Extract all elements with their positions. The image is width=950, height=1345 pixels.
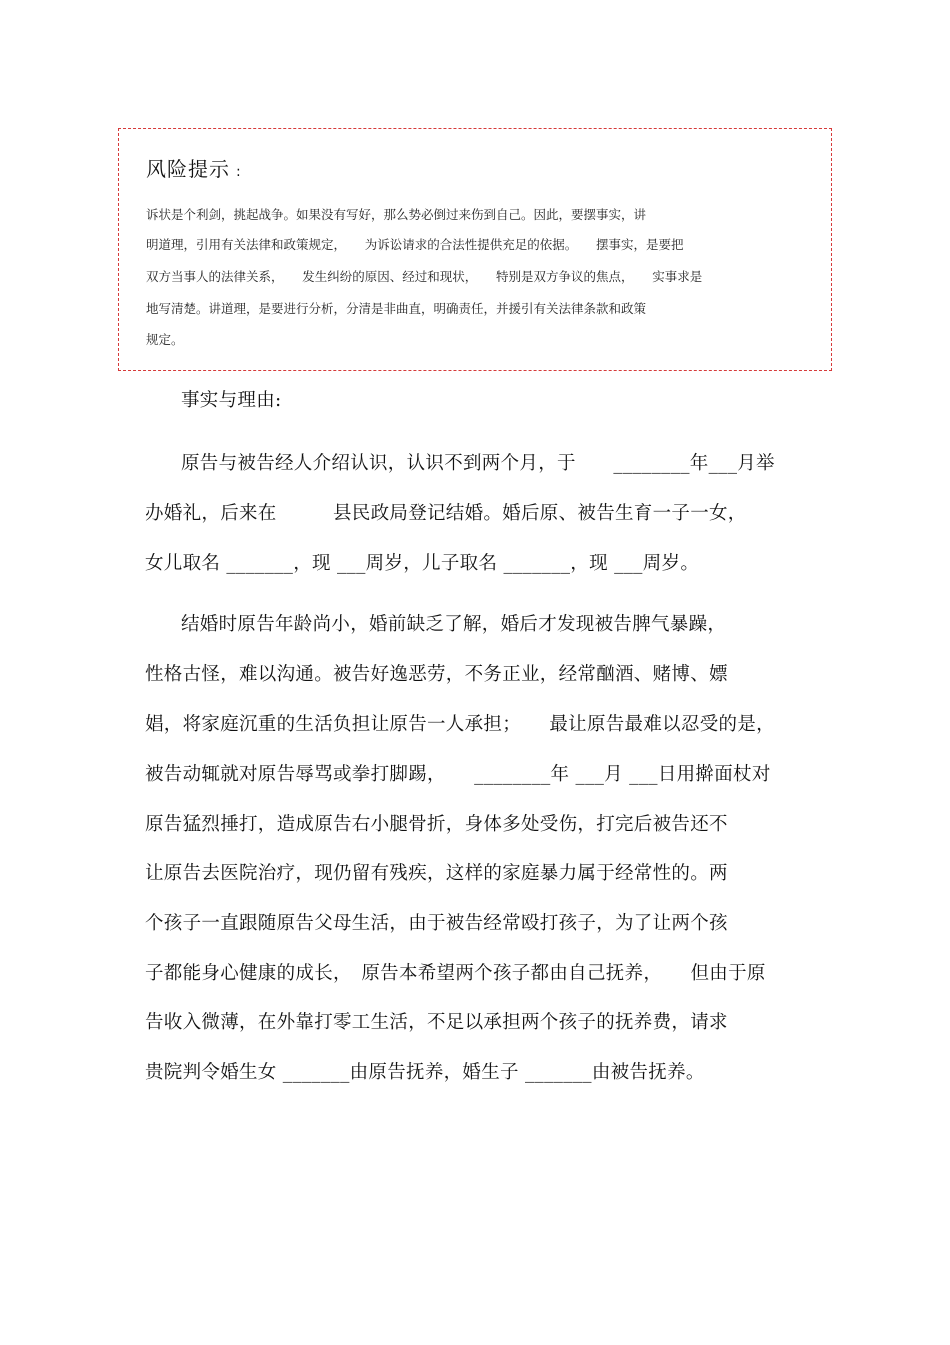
risk-line: 诉状是个利剑，挑起战争。如果没有写好，那么势必倒过来伤到自己。因此，要摆事实，讲 [146, 207, 647, 222]
risk-notice-box [118, 128, 832, 371]
paragraph-line: 贵院判令婚生女 _______由原告抚养，婚生子 _______由被告抚养。 [145, 1062, 705, 1083]
risk-line: 双方当事人的法律关系， 发生纠纷的原因、经过和现状， 特别是双方争议的焦点， 实事求是 [146, 269, 703, 284]
risk-title-colon: : [236, 164, 242, 180]
risk-line: 明道理，引用有关法律和政策规定， 为诉讼请求的合法性提供充足的依据。 摆事实，是要把 [146, 237, 684, 252]
paragraph-line: 原告猛烈捶打，造成原告右小腿骨折，身体多处受伤，打完后被告还不 [145, 814, 728, 835]
paragraph-line: 女儿取名 _______，现 ___周岁，儿子取名 _______，现 ___周岁。 [145, 553, 700, 574]
risk-line: 规定。 [146, 332, 184, 347]
paragraph-line: 办婚礼，后来在 县民政局登记结婚。婚后原、被告生育一子一女， [145, 503, 747, 524]
paragraph-line: 性格古怪，难以沟通。被告好逸恶劳，不务正业，经常酗酒、赌博、嫖 [145, 664, 728, 685]
paragraph-line: 被告动辄就对原告辱骂或拳打脚踢， ________年 ___月 ___日用擀面杖对 [145, 764, 771, 785]
paragraph-line: 娼，将家庭沉重的生活负担让原告一人承担； 最让原告最难以忍受的是， [145, 714, 775, 735]
paragraph-line: 原告与被告经人介绍认识，认识不到两个月，于 ________年___月举 [181, 453, 775, 474]
risk-title [146, 153, 242, 182]
paragraph-line: 让原告去医院治疗，现仍留有残疾，这样的家庭暴力属于经常性的。两 [145, 863, 728, 884]
paragraph-line: 个孩子一直跟随原告父母生活，由于被告经常殴打孩子，为了让两个孩 [145, 913, 728, 934]
risk-line: 地写清楚。讲道理，是要进行分析，分清是非曲直，明确责任，并援引有关法律条款和政策 [146, 301, 647, 316]
paragraph-line: 子都能身心健康的成长， 原告本希望两个孩子都由自己抚养， 但由于原 [145, 963, 766, 984]
paragraph-line: 告收入微薄，在外靠打零工生活，不足以承担两个孩子的抚养费，请求 [145, 1012, 728, 1033]
section-heading: 事实与理由: [181, 390, 282, 411]
paragraph-line: 结婚时原告年龄尚小，婚前缺乏了解，婚后才发现被告脾气暴躁， [181, 614, 727, 635]
risk-title-text: 风险提示 [146, 157, 230, 181]
